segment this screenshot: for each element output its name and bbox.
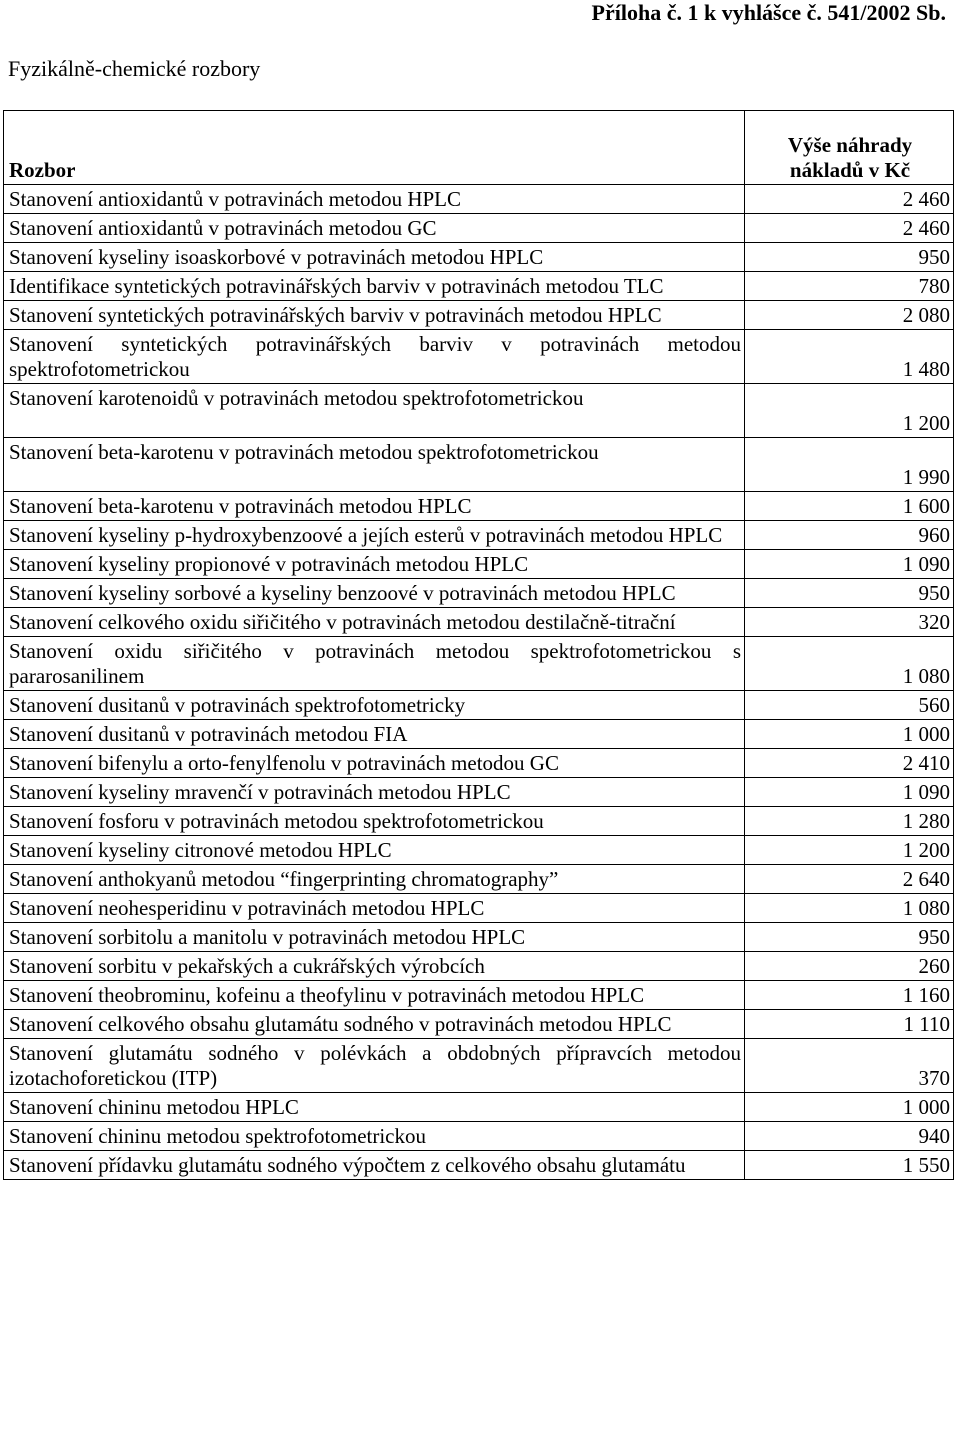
cost-amount: 260 (745, 952, 954, 981)
analysis-name: Stanovení oxidu siřičitého v potravinách metodou spektrofotometrickou s pararosanilinem (4, 637, 745, 691)
table-row (4, 272, 954, 301)
cost-amount: 320 (745, 608, 954, 637)
table-row (4, 720, 954, 749)
cost-amount: 2 080 (745, 301, 954, 330)
cost-amount: 2 640 (745, 865, 954, 894)
analysis-name: Stanovení chininu metodou HPLC (4, 1093, 745, 1122)
analysis-name: Stanovení celkového obsahu glutamátu sodného v potravinách metodou HPLC (4, 1010, 745, 1039)
analysis-name: Stanovení celkového oxidu siřičitého v potravinách metodou destilačně-titrační (4, 608, 745, 637)
table-row (4, 521, 954, 550)
table-row (4, 550, 954, 579)
table-row (4, 214, 954, 243)
table-row (4, 836, 954, 865)
analysis-name: Stanovení glutamátu sodného v polévkách a obdobných přípravcích metodou izotachoforetickou (ITP) (4, 1039, 745, 1093)
cost-amount: 1 090 (745, 550, 954, 579)
cost-amount: 2 460 (745, 185, 954, 214)
analysis-name: Stanovení sorbitu v pekařských a cukrářských výrobcích (4, 952, 745, 981)
cost-amount: 1 480 (745, 330, 954, 384)
table-row (4, 749, 954, 778)
cost-amount: 1 000 (745, 1093, 954, 1122)
table-row (4, 301, 954, 330)
cost-amount: 1 990 (745, 438, 954, 492)
table-row (4, 384, 954, 438)
table-row (4, 981, 954, 1010)
table-row (4, 185, 954, 214)
cost-amount: 950 (745, 923, 954, 952)
column-header-amount-line1: Výše náhrady (787, 133, 913, 157)
analysis-name: Stanovení bifenylu a orto-fenylfenolu v potravinách metodou GC (4, 749, 745, 778)
table-row (4, 330, 954, 384)
analysis-name: Stanovení dusitanů v potravinách spektrofotometricky (4, 691, 745, 720)
analysis-name: Stanovení kyseliny mravenčí v potravinách metodou HPLC (4, 778, 745, 807)
analysis-name: Stanovení karotenoidů v potravinách metodou spektrofotometrickou (4, 384, 745, 438)
cost-amount: 1 550 (745, 1151, 954, 1180)
table-row (4, 1151, 954, 1180)
cost-amount: 1 090 (745, 778, 954, 807)
table-row (4, 243, 954, 272)
cost-amount: 370 (745, 1039, 954, 1093)
cost-amount: 1 200 (745, 836, 954, 865)
table-row (4, 1039, 954, 1093)
analysis-name: Stanovení fosforu v potravinách metodou spektrofotometrickou (4, 807, 745, 836)
cost-amount: 1 600 (745, 492, 954, 521)
cost-amount: 1 080 (745, 637, 954, 691)
table-row (4, 807, 954, 836)
analysis-name: Stanovení dusitanů v potravinách metodou FIA (4, 720, 745, 749)
analysis-name: Stanovení beta-karotenu v potravinách metodou spektrofotometrickou (4, 438, 745, 492)
table-row (4, 608, 954, 637)
analysis-name: Stanovení kyseliny citronové metodou HPLC (4, 836, 745, 865)
cost-amount: 950 (745, 579, 954, 608)
table-row (4, 579, 954, 608)
cost-amount: 1 000 (745, 720, 954, 749)
cost-amount: 2 410 (745, 749, 954, 778)
table-row (4, 952, 954, 981)
column-header-amount-line2: nákladů v Kč (789, 158, 911, 182)
analysis-name: Stanovení anthokyanů metodou “fingerprinting chromatography” (4, 865, 745, 894)
analysis-name: Identifikace syntetických potravinářských barviv v potravinách metodou TLC (4, 272, 745, 301)
cost-amount: 1 280 (745, 807, 954, 836)
analysis-name: Stanovení sorbitolu a manitolu v potravinách metodou HPLC (4, 923, 745, 952)
table-row (4, 1010, 954, 1039)
column-header-rozbor: Rozbor (4, 111, 745, 185)
table-row (4, 691, 954, 720)
cost-amount: 1 110 (745, 1010, 954, 1039)
table-row (4, 1093, 954, 1122)
analysis-name: Stanovení kyseliny sorbové a kyseliny benzoové v potravinách metodou HPLC (4, 579, 745, 608)
table-row (4, 1122, 954, 1151)
cost-amount: 560 (745, 691, 954, 720)
analysis-name: Stanovení antioxidantů v potravinách metodou GC (4, 214, 745, 243)
table-row (4, 894, 954, 923)
table-row (4, 637, 954, 691)
analysis-name: Stanovení theobrominu, kofeinu a theofylinu v potravinách metodou HPLC (4, 981, 745, 1010)
analysis-name: Stanovení syntetických potravinářských barviv v potravinách metodou spektrofotometrickou (4, 330, 745, 384)
analysis-name: Stanovení syntetických potravinářských barviv v potravinách metodou HPLC (4, 301, 745, 330)
analysis-name: Stanovení beta-karotenu v potravinách metodou HPLC (4, 492, 745, 521)
table-header-row (4, 111, 954, 185)
table-row (4, 438, 954, 492)
analysis-name: Stanovení kyseliny isoaskorbové v potravinách metodou HPLC (4, 243, 745, 272)
table-row (4, 923, 954, 952)
analysis-name: Stanovení antioxidantů v potravinách metodou HPLC (4, 185, 745, 214)
table-row (4, 492, 954, 521)
section-title: Fyzikálně-chemické rozbory (8, 56, 261, 81)
table-row (4, 865, 954, 894)
analysis-name: Stanovení přídavku glutamátu sodného výpočtem z celkového obsahu glutamátu (4, 1151, 745, 1180)
cost-amount: 960 (745, 521, 954, 550)
cost-amount: 1 080 (745, 894, 954, 923)
analysis-name: Stanovení kyseliny propionové v potravinách metodou HPLC (4, 550, 745, 579)
cost-amount: 940 (745, 1122, 954, 1151)
cost-amount: 780 (745, 272, 954, 301)
cost-amount: 1 200 (745, 384, 954, 438)
table-row (4, 778, 954, 807)
analysis-name: Stanovení kyseliny p-hydroxybenzoové a jejích esterů v potravinách metodou HPLC (4, 521, 745, 550)
cost-amount: 950 (745, 243, 954, 272)
analysis-name: Stanovení chininu metodou spektrofotometrickou (4, 1122, 745, 1151)
cost-table (3, 110, 954, 1180)
analysis-name: Stanovení neohesperidinu v potravinách metodou HPLC (4, 894, 745, 923)
cost-amount: 2 460 (745, 214, 954, 243)
cost-amount: 1 160 (745, 981, 954, 1010)
annex-reference: Příloha č. 1 k vyhlášce č. 541/2002 Sb. (591, 0, 946, 25)
column-header-amount (745, 111, 954, 185)
